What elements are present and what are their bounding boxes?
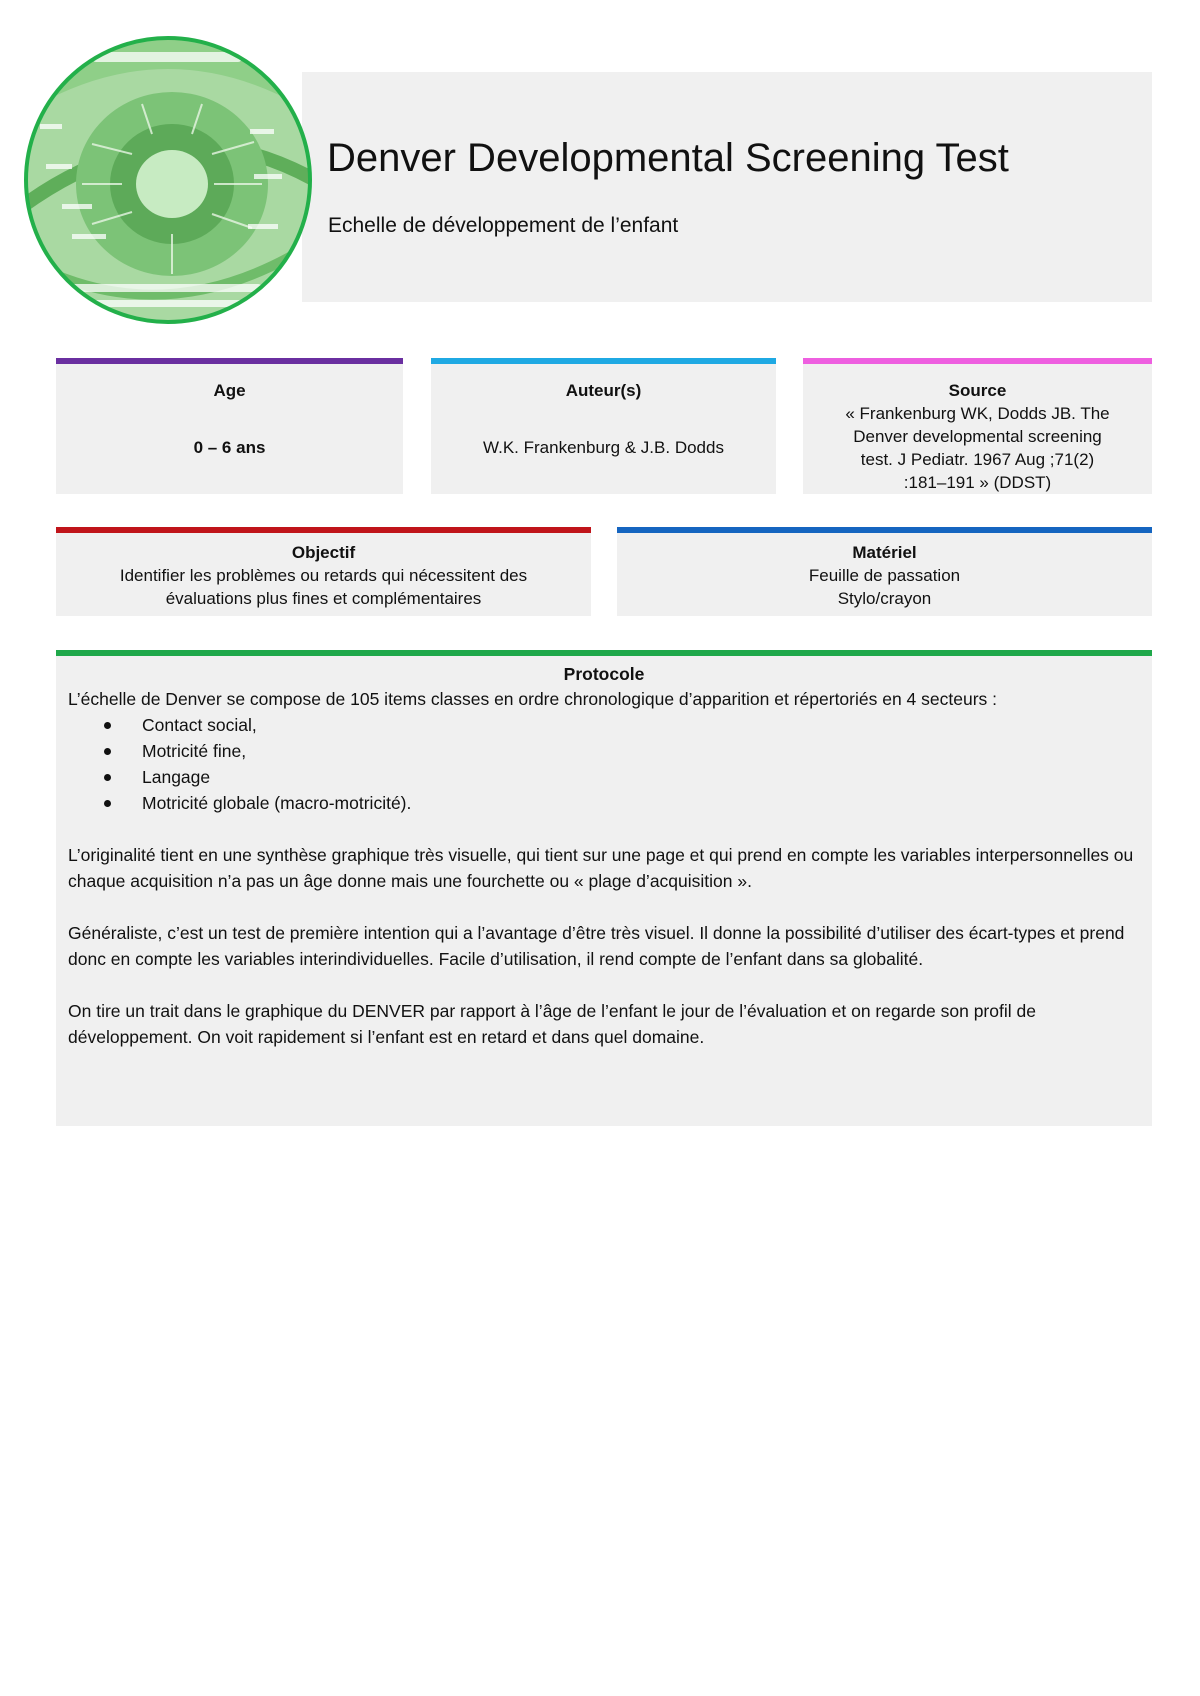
protocol-paragraph: Généraliste, c’est un test de première intention qui a l’avantage d’être très visuel. Il donne la possibilité d’utiliser des écart-types et prend donc en compte les variables interindividuelles. Facile d’utilisation, il rend compte de l’enfant dans sa globalité.	[68, 923, 1125, 969]
source-card	[803, 358, 1152, 494]
bullet-icon	[104, 748, 111, 755]
eye-logo	[22, 34, 314, 326]
age-color-bar	[56, 358, 403, 364]
age-label: Age	[213, 381, 246, 400]
source-line: test. J Pediatr. 1967 Aug ;71(2)	[860, 450, 1095, 469]
protocol-color-bar	[56, 650, 1152, 656]
list-item	[68, 790, 1140, 816]
authors-label: Auteur(s)	[565, 381, 642, 400]
protocol-paragraph: On tire un trait dans le graphique du DENVER par rapport à l’âge de l’enfant le jour de l’évaluation et on regarde son profil de développement. On voit rapidement si l’enfant est en retard et dans quel domaine.	[68, 1001, 1036, 1047]
authors-value: W.K. Frankenburg & J.B. Dodds	[483, 438, 724, 457]
list-item	[68, 712, 1140, 738]
protocol-body	[56, 686, 1152, 1050]
material-card	[617, 527, 1152, 616]
source-line: « Frankenburg WK, Dodds JB. The	[845, 404, 1110, 423]
source-line: Denver developmental screening	[853, 427, 1102, 446]
list-item	[68, 738, 1140, 764]
material-line: Stylo/crayon	[837, 589, 932, 608]
authors-color-bar	[431, 358, 776, 364]
objective-label: Objectif	[291, 543, 356, 562]
bullet-icon	[104, 800, 111, 807]
page-subtitle: Echelle de développement de l’enfant	[328, 214, 679, 237]
material-color-bar	[617, 527, 1152, 533]
header-banner	[302, 72, 1152, 302]
objective-color-bar	[56, 527, 591, 533]
age-card	[56, 358, 403, 494]
protocol-card	[56, 650, 1152, 1126]
material-label: Matériel	[852, 543, 917, 562]
objective-line: Identifier les problèmes ou retards qui nécessitent des	[119, 566, 528, 585]
authors-card	[431, 358, 776, 494]
protocol-intro: L’échelle de Denver se compose de 105 items classes en ordre chronologique d’apparition et répertoriés en 4 secteurs :	[68, 689, 998, 709]
objective-line: évaluations plus fines et complémentaires	[165, 589, 482, 608]
source-label: Source	[948, 381, 1007, 400]
protocol-paragraph: L’originalité tient en une synthèse graphique très visuelle, qui tient sur une page et qui prend en compte les variables interpersonnelles ou chaque acquisition n’a pas un âge donne mais une fourchette ou « plage d’acquisition ».	[68, 845, 1134, 891]
list-item-text: Contact social,	[142, 715, 257, 735]
objective-card	[56, 527, 591, 616]
list-item-text: Langage	[142, 767, 211, 787]
protocol-label: Protocole	[563, 664, 645, 684]
bullet-icon	[104, 722, 111, 729]
source-line: :181–191 » (DDST)	[903, 473, 1052, 492]
age-value: 0 – 6 ans	[193, 438, 266, 457]
list-item-text: Motricité fine,	[142, 741, 247, 761]
list-item	[68, 764, 1140, 790]
sector-list	[68, 712, 1140, 816]
list-item-text: Motricité globale (macro-motricité).	[142, 793, 412, 813]
page-title: Denver Developmental Screening Test	[327, 136, 1009, 180]
bullet-icon	[104, 774, 111, 781]
material-line: Feuille de passation	[808, 566, 961, 585]
source-color-bar	[803, 358, 1152, 364]
